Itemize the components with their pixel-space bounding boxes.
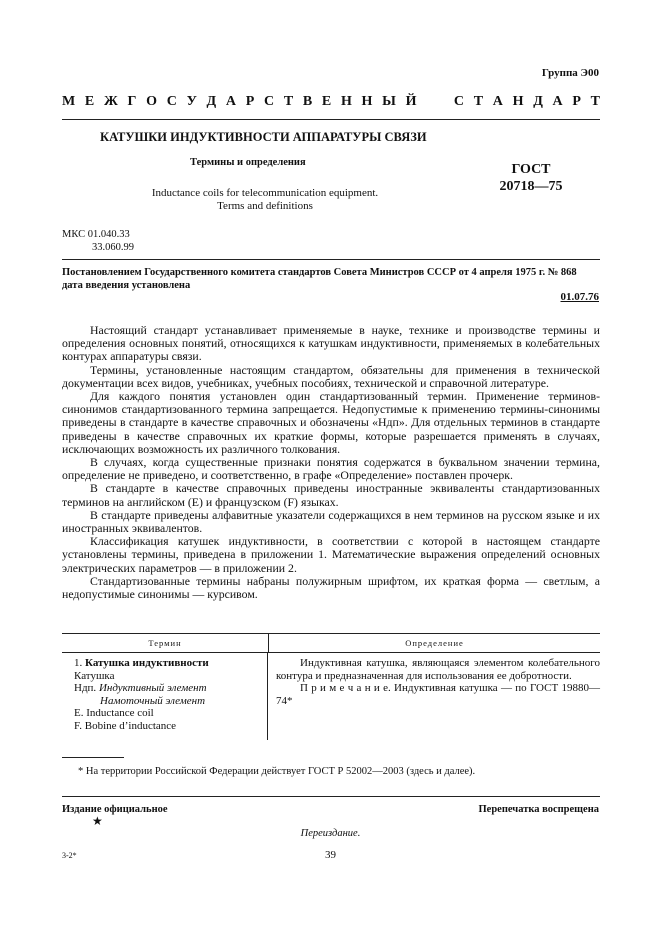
- banner-letter: У: [186, 94, 197, 109]
- gost-number: [496, 161, 566, 195]
- banner-letter: М: [62, 94, 76, 109]
- paragraph-3: Для каждого понятия установлен один стандартизованный термин. Применение терминов-синонимов стандартизованного термина запрещается. Недопустимые к применению термины-синонимы приведены в стандарте в качестве справочных и обозначены «Ндп». Для отдельных терминов в стандарте приведены в качестве справочных их краткие формы, которые разрешается применять в случаях, исключающих возможность их различного толкования.: [62, 389, 600, 456]
- top-divider: [62, 119, 600, 120]
- introduction-date: 01.07.76: [560, 291, 599, 303]
- ndp-synonym-1: Индуктивный элемент: [98, 682, 207, 694]
- banner-letter: Ж: [103, 94, 118, 109]
- banner-letter: В: [302, 94, 313, 109]
- mks-code-2: 33.060.99: [92, 242, 134, 253]
- gost-label: ГОСТ: [511, 162, 551, 177]
- banner-letter: Т: [590, 94, 600, 109]
- banner-letter: С: [166, 94, 177, 109]
- term-ndp-1: [74, 682, 267, 695]
- banner-letter: С: [453, 94, 465, 109]
- ndp-label: Ндп.: [74, 682, 99, 694]
- banner-letter: А: [492, 94, 503, 109]
- banner-letter: Т: [473, 94, 484, 109]
- paragraph-2: Термины, установленные настоящим стандартом, обязательны для применения в технической документации всех видов, учебниках, учебных пособиях, технической и справочной литературе.: [62, 362, 600, 390]
- english-title: [100, 187, 430, 213]
- banner-letter: Р: [572, 94, 581, 109]
- decree-text: Постановлением Государственного комитета стандартов Совета Министров СССР от 4 апреля 1975 г. № 868 дата введения установлена: [62, 267, 577, 291]
- english-title-line2: Terms and definitions: [217, 200, 313, 212]
- standard-banner: [62, 94, 600, 110]
- paragraph-5: В стандарте в качестве справочных приведены иностранные эквиваленты стандартизованных терминов на английском (Е) и французском (F) языках.: [62, 481, 600, 509]
- banner-letter: Ы: [382, 94, 396, 109]
- mks-code-1: МКС 01.040.33: [62, 229, 130, 240]
- banner-letter: Р: [245, 94, 255, 109]
- sheet-mark: 3-2*: [62, 851, 77, 860]
- page-number: 39: [325, 849, 336, 861]
- english-title-line1: Inductance coils for telecommunication equipment.: [151, 187, 379, 199]
- official-edition: Издание официальное: [62, 804, 168, 815]
- banner-letter: Н: [512, 94, 524, 109]
- table-header: [62, 633, 600, 653]
- definition-text: Индуктивная катушка, являющаяся элементом колебательного контура и предназначенная для использования ее добротности.: [276, 657, 600, 682]
- banner-letter: Т: [283, 94, 294, 109]
- term-french: F. Bobine d’inductance: [74, 719, 177, 732]
- banner-letter: О: [146, 94, 158, 109]
- footnote-divider: [62, 757, 124, 758]
- gost-code: 20718—75: [499, 179, 563, 194]
- banner-letter: Г: [127, 94, 137, 109]
- paragraph-8: Стандартизованные термины набраны полужирным шрифтом, их краткая форма — светлым, а недопустимые синонимы — курсивом.: [62, 573, 600, 602]
- banner-letter: А: [225, 94, 237, 109]
- mks-codes: [62, 228, 134, 254]
- reprint-notice: Перепечатка воспрещена: [478, 804, 599, 815]
- paragraph-1: Настоящий стандарт устанавливает применяемые в науке, технике и производстве термины и определения основных понятий, относящихся к катушкам индуктивности, применяемых в колебательных контурах аппаратуры связи.: [62, 323, 600, 364]
- star-icon: ★: [92, 814, 103, 828]
- banner-gap: [426, 94, 444, 110]
- paragraph-7: Классификация катушек индуктивности, в соответствии с которой в настоящем стандарте установлены термины, приведена в приложении 1. Математические выражения определений основных электрических параметров — в приложении 2.: [62, 534, 600, 575]
- term-short-form: Катушка: [74, 669, 115, 682]
- body-text: [62, 324, 600, 601]
- terms-table: [62, 633, 600, 740]
- table-row: [62, 653, 600, 740]
- term-cell: [62, 653, 268, 740]
- definition-note: П р и м е ч а н и е. Индуктивная катушка — по ГОСТ 19880—74*: [276, 682, 600, 707]
- banner-letter: Й: [405, 94, 417, 109]
- paragraph-6: В стандарте приведены алфавитные указатели содержащихся в нем терминов на русском языке и их иностранных эквивалентов.: [62, 507, 600, 536]
- banner-letter: С: [263, 94, 275, 109]
- paragraph-4: В случаях, когда существенные признаки понятия содержатся в буквальном значении термина, определение не приведено, и соответственно, в графе «Определение» поставлен прочерк.: [62, 455, 600, 483]
- group-code: Группа Э00: [541, 67, 599, 79]
- banner-letter: Е: [84, 94, 95, 109]
- document-subtitle: Термины и определения: [190, 157, 306, 168]
- footnote: * На территории Российской Федерации действует ГОСТ Р 52002—2003 (здесь и далее).: [78, 766, 476, 777]
- term-main: [74, 657, 267, 670]
- banner-letter: Н: [340, 94, 352, 109]
- document-title: КАТУШКИ ИНДУКТИВНОСТИ АППАРАТУРЫ СВЯЗИ: [100, 130, 427, 144]
- reissue-label: Переиздание.: [300, 828, 361, 839]
- banner-letter: Д: [533, 94, 543, 109]
- column-header-term: Термин: [62, 634, 269, 652]
- footer-divider: [62, 796, 600, 797]
- banner-letter: А: [552, 94, 563, 109]
- term-bold: Катушка индуктивности: [85, 657, 209, 669]
- banner-letter: Н: [361, 94, 373, 109]
- term-english: E. Inductance coil: [74, 707, 154, 719]
- banner-letter: Е: [321, 94, 332, 109]
- column-header-definition: Определение: [405, 638, 464, 648]
- banner-letter: Д: [206, 94, 217, 109]
- definition-cell: [268, 653, 600, 740]
- term-number: 1.: [74, 657, 85, 669]
- ndp-synonym-2: Намоточный элемент: [100, 694, 206, 707]
- middle-divider: [62, 259, 600, 260]
